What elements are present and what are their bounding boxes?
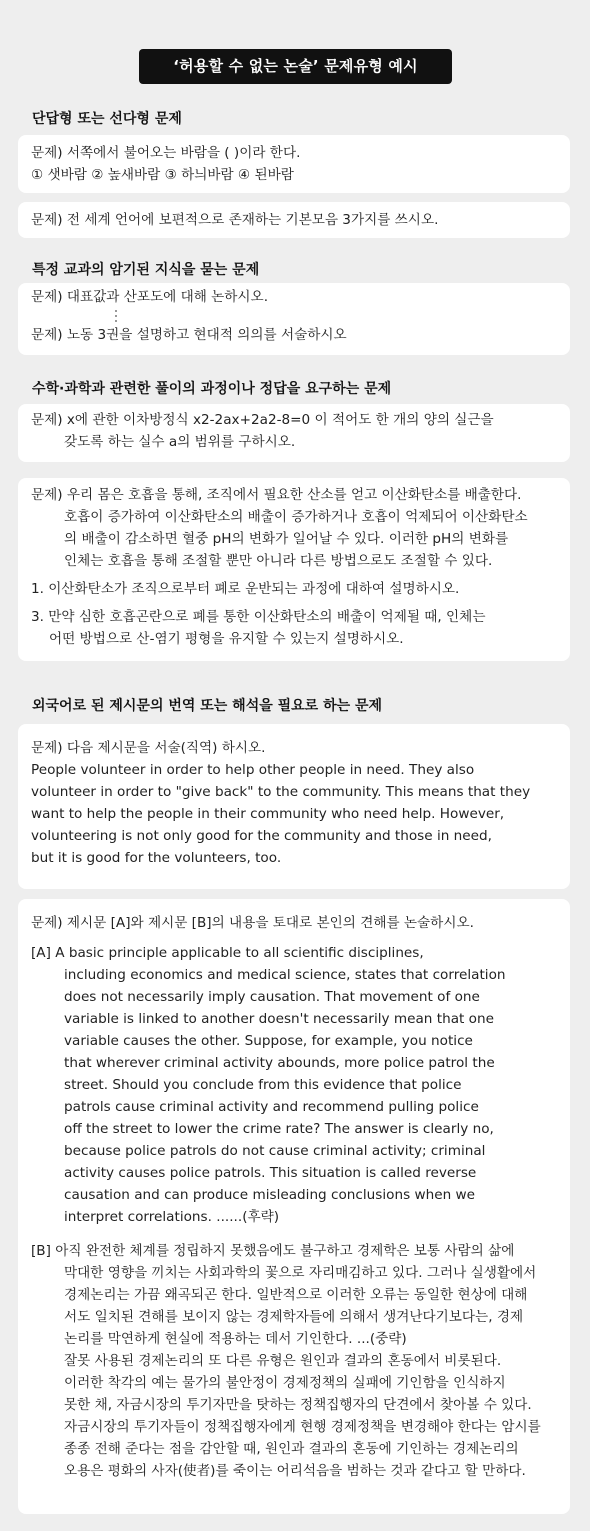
- passage-b-line: 종종 전해 준다는 점을 감안할 때, 원인과 결과의 혼동에 기인하는 경제논리의: [64, 1441, 519, 1457]
- page-title-banner: ‘허용할 수 없는 논술’ 문제유형 예시: [139, 49, 452, 84]
- passage-line: want to help the people in their community who need help. However,: [31, 806, 505, 822]
- passage-a-line: does not necessarily imply causation. That movement of one: [64, 989, 480, 1005]
- question-intro: 문제) 우리 몸은 호흡을 통해, 조직에서 필요한 산소를 얻고 이산화탄소를 배출한다.: [31, 487, 522, 503]
- passage-line: volunteer in order to "give back" to the community. This means that they: [31, 784, 531, 800]
- passage-b-line: 이러한 착각의 예는 물가의 불안정이 경제정책의 실패에 기인함을 인식하지: [64, 1375, 506, 1391]
- passage-line: 호흡이 증가하여 이산화탄소의 배출이 증가하거나 호흡이 억제되어 이산화탄소: [64, 509, 528, 525]
- question-text: 문제) 제시문 [A]와 제시문 [B]의 내용을 토대로 본인의 견해를 논술하시오.: [31, 915, 474, 931]
- passage-b-line: 논리를 막연하게 현실에 적용하는 데서 기인한다. ...(중략): [64, 1331, 407, 1347]
- passage-line: 의 배출이 감소하면 혈중 pH의 변화가 일어날 수 있다. 이러한 pH의 변화를: [64, 531, 509, 547]
- sub-question-3-cont: 어떤 방법으로 산-염기 평형을 유지할 수 있는지 설명하시오.: [49, 631, 404, 647]
- passage-b-line: 못한 채, 자금시장의 투기자만을 탓하는 정책집행자의 단견에서 찾아볼 수 있다.: [64, 1397, 532, 1413]
- section-title-short-answer: 단답형 또는 선다형 문제: [32, 111, 182, 127]
- question-text-cont: 갖도록 하는 실수 a의 범위를 구하시오.: [64, 434, 296, 450]
- section-title-foreign-language: 외국어로 된 제시문의 번역 또는 해석을 필요로 하는 문제: [32, 698, 383, 714]
- passage-line: volunteering is not only good for the community and those in need,: [31, 828, 492, 844]
- passage-a-line: [A] A basic principle applicable to all scientific disciplines,: [31, 945, 424, 961]
- passage-a-line: street. Should you conclude from this evidence that police: [64, 1077, 462, 1093]
- question-card-5: [18, 478, 570, 661]
- passage-a-line: causation and can produce misleading conclusions when we: [64, 1187, 475, 1203]
- passage-a-line: patrols cause criminal activity and recommend pulling police: [64, 1099, 479, 1115]
- section-title-memorized-knowledge: 특정 교과의 암기된 지식을 묻는 문제: [32, 262, 260, 278]
- passage-a-line: including economics and medical science, states that correlation: [64, 967, 506, 983]
- ellipsis-vertical-icon: [115, 310, 117, 322]
- question-text: 문제) 노동 3권을 설명하고 현대적 의의를 서술하시오: [31, 327, 347, 343]
- passage-line: People volunteer in order to help other people in need. They also: [31, 762, 475, 778]
- question-card-7: [18, 899, 570, 1514]
- passage-b-line: 경제논리는 가끔 왜곡되곤 한다. 일반적으로 이러한 오류는 동일한 현상에 대해: [64, 1287, 528, 1303]
- sub-question-3: 3. 만약 심한 호흡곤란으로 폐를 통한 이산화탄소의 배출이 억제될 때, 인체는: [31, 609, 486, 625]
- passage-line: 인체는 호흡을 통해 조절할 뿐만 아니라 다른 방법으로도 조절할 수 있다.: [64, 553, 493, 569]
- passage-b-line: 잘못 사용된 경제논리의 또 다른 유형은 원인과 결과의 혼동에서 비롯된다.: [64, 1353, 502, 1369]
- question-text: 문제) 대표값과 산포도에 대해 논하시오.: [31, 289, 269, 305]
- sub-question-1: 1. 이산화탄소가 조직으로부터 폐로 운반되는 과정에 대하여 설명하시오.: [31, 581, 460, 597]
- question-choices: ① 샛바람 ② 높새바람 ③ 하늬바람 ④ 된바람: [31, 167, 294, 183]
- passage-b-line: 자금시장의 투기자들이 정책집행자에게 현행 경제정책을 변경해야 한다는 암시를: [64, 1419, 541, 1435]
- question-text: 문제) 서쪽에서 불어오는 바람을 ( )이라 한다.: [31, 145, 301, 161]
- passage-a-line: because police patrols do not cause criminal activity; criminal: [64, 1143, 486, 1159]
- passage-a-line: activity causes police patrols. This situation is called reverse: [64, 1165, 477, 1181]
- question-card-1: [18, 135, 570, 193]
- passage-line: but it is good for the volunteers, too.: [31, 850, 282, 866]
- question-card-6: [18, 724, 570, 889]
- passage-b-line: 오용은 평화의 사자(使者)를 죽이는 어리석음을 범하는 것과 같다고 할 만하다.: [64, 1463, 526, 1479]
- passage-b-line: 서도 일치된 견해를 보이지 않는 경제학자들에 의해서 생겨난다기보다는, 경제: [64, 1309, 524, 1325]
- question-card-4: [18, 404, 570, 462]
- passage-a-line: that wherever criminal activity abounds, more police patrol the: [64, 1055, 495, 1071]
- question-card-3: [18, 283, 570, 355]
- question-text: 문제) 전 세계 언어에 보편적으로 존재하는 기본모음 3가지를 쓰시오.: [31, 212, 439, 228]
- passage-b-line: 막대한 영향을 끼치는 사회과학의 꽃으로 자리매김하고 있다. 그러나 실생활에서: [64, 1265, 537, 1281]
- passage-b-line: [B] 아직 완전한 체계를 정립하지 못했음에도 불구하고 경제학은 보통 사람의 삶에: [31, 1243, 515, 1259]
- question-card-2: [18, 202, 570, 238]
- question-text: 문제) 다음 제시문을 서술(직역) 하시오.: [31, 740, 266, 756]
- passage-a-line: variable causes the other. Suppose, for example, you notice: [64, 1033, 473, 1049]
- question-text: 문제) x에 관한 이차방정식 x2-2ax+2a2-8=0 이 적어도 한 개의 양의 실근을: [31, 412, 494, 428]
- passage-a-line: interpret correlations. ......(후략): [64, 1209, 280, 1225]
- passage-a-line: variable is linked to another doesn't necessarily mean that one: [64, 1011, 494, 1027]
- section-title-math-science: 수학·과학과 관련한 풀이의 과정이나 정답을 요구하는 문제: [32, 381, 392, 397]
- passage-a-line: off the street to lower the crime rate? The answer is clearly no,: [64, 1121, 494, 1137]
